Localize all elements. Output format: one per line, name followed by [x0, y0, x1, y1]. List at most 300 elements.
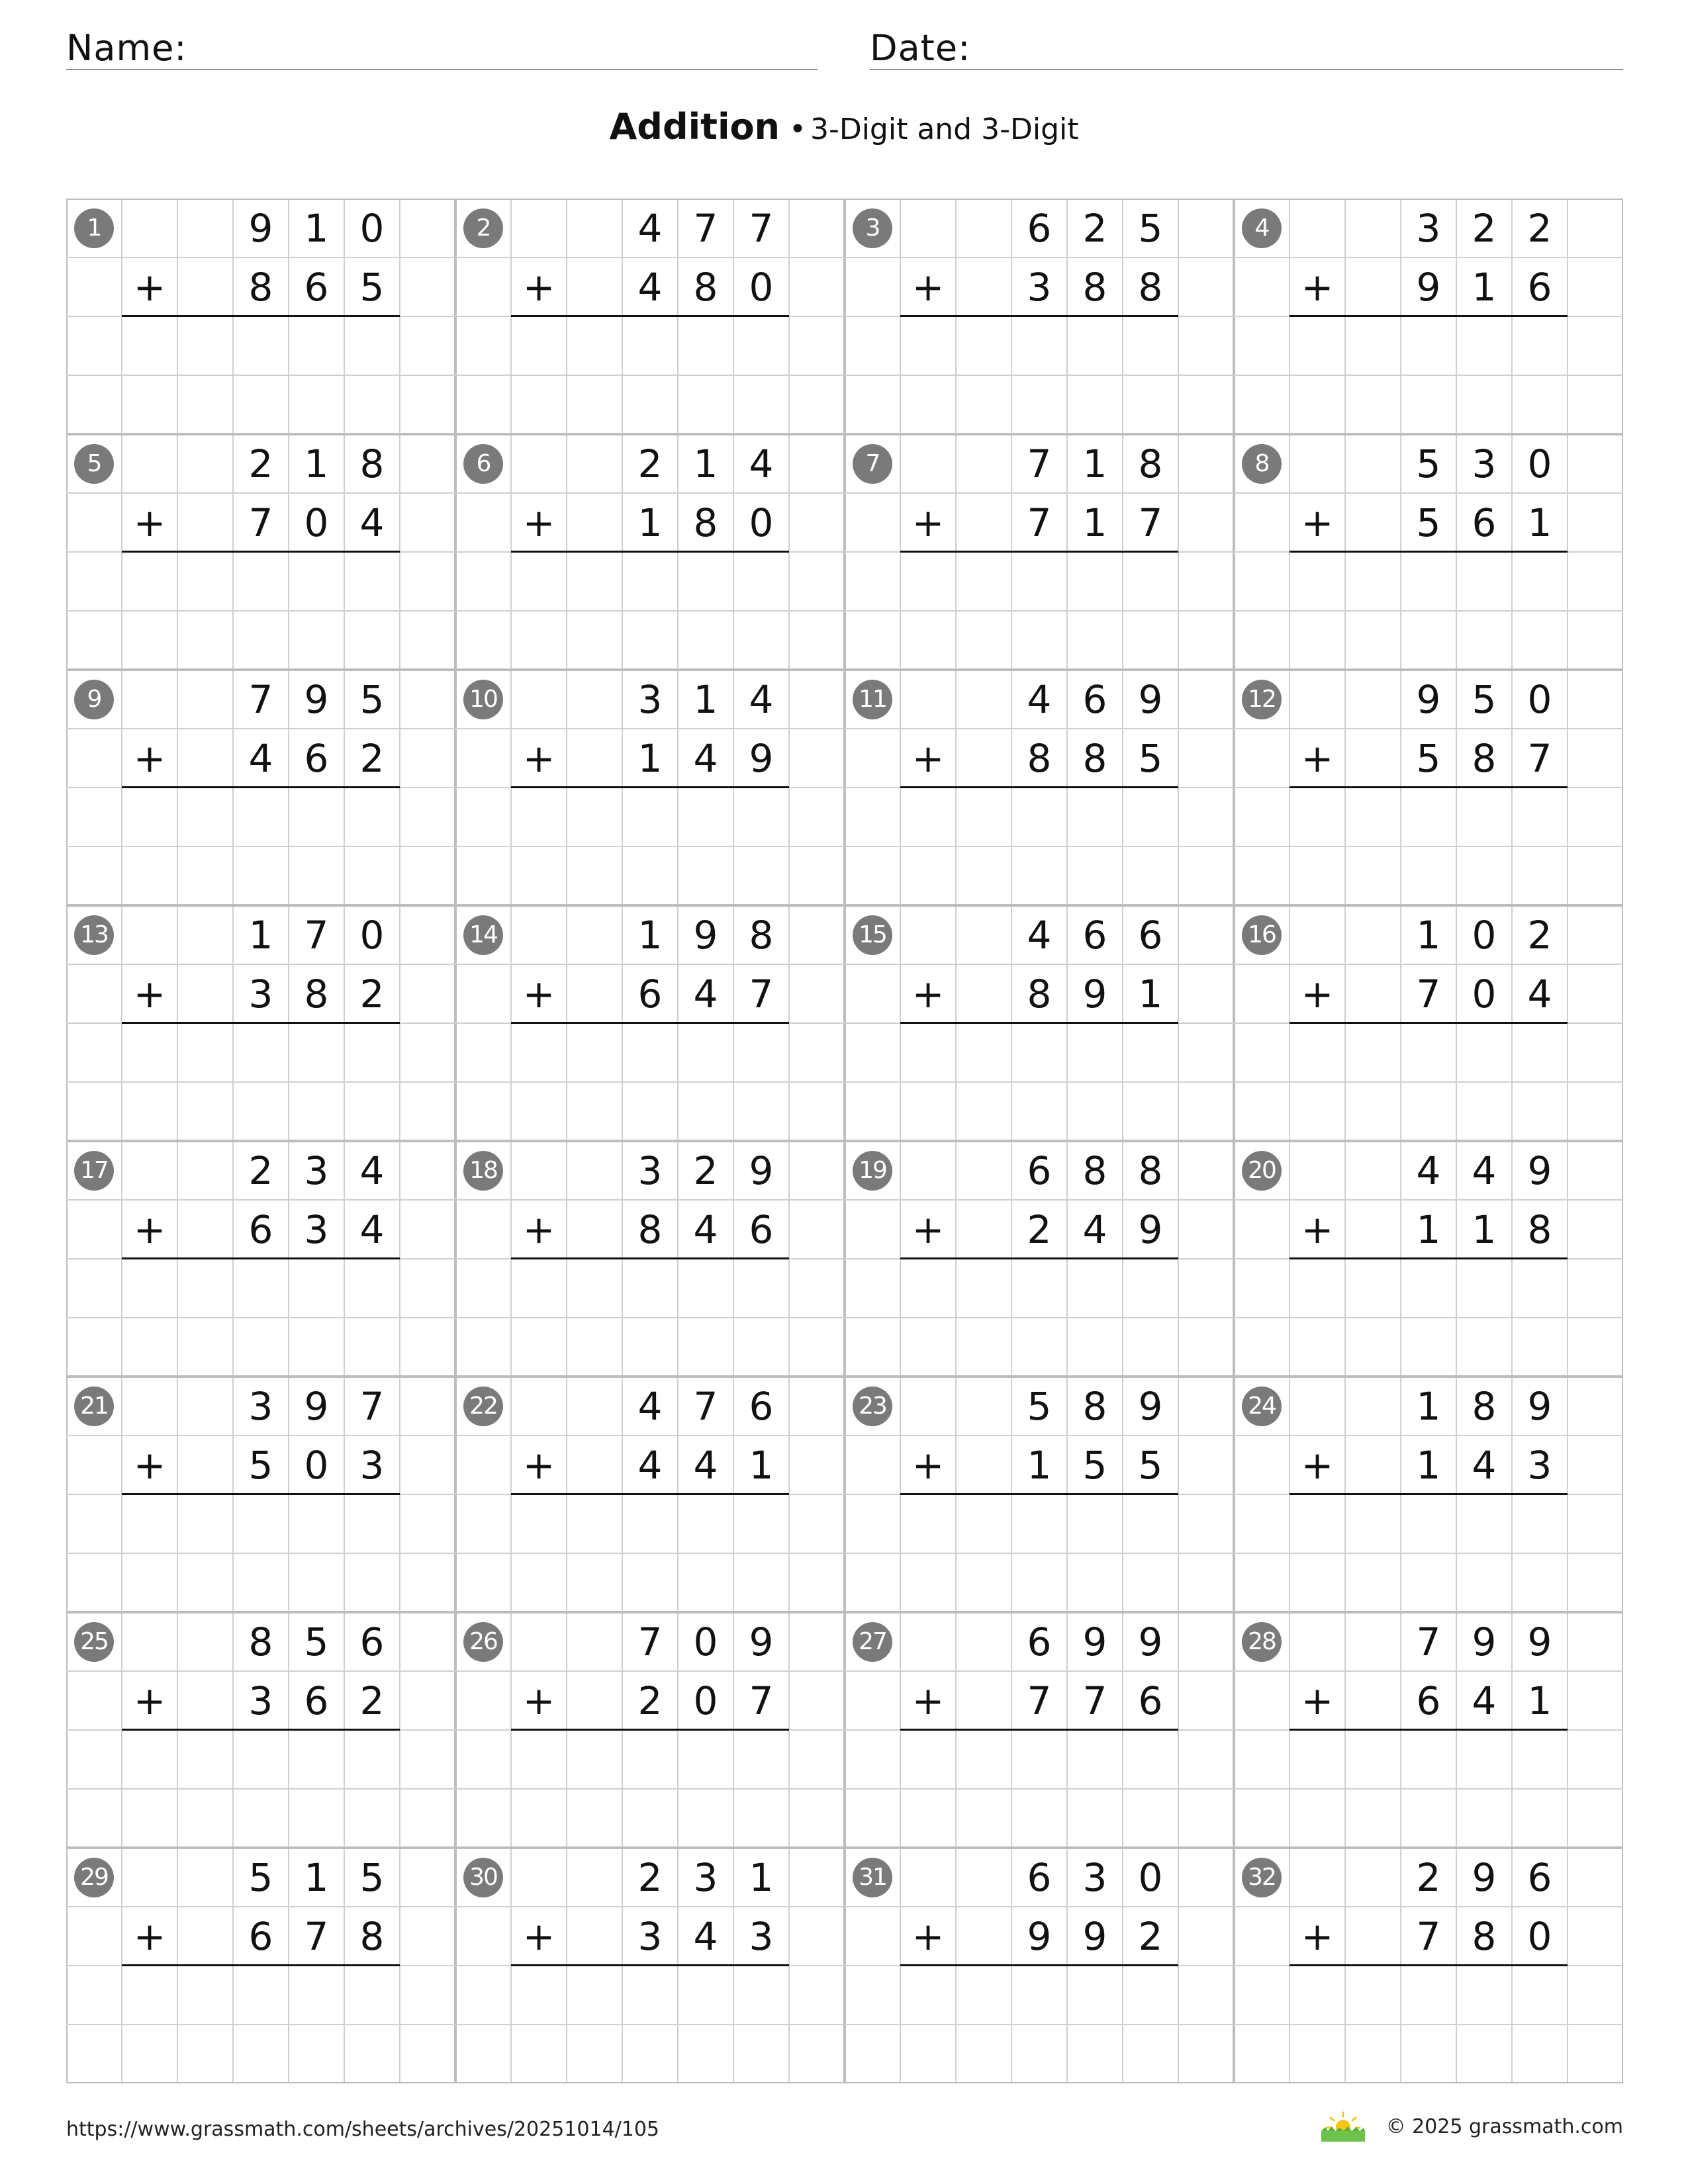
- answer-cell[interactable]: [177, 1023, 233, 1082]
- answer-cell[interactable]: [733, 1494, 789, 1553]
- answer-cell[interactable]: [1456, 1730, 1512, 1789]
- bottom-digit: 7: [749, 971, 774, 1017]
- top-digit: 1: [1082, 441, 1107, 486]
- answer-cell[interactable]: [1401, 788, 1456, 846]
- problem-number-badge: 19: [853, 1151, 892, 1191]
- bottom-digit: 1: [1138, 971, 1163, 1017]
- bottom-digit: 1: [1527, 500, 1552, 545]
- plus-sign: +: [133, 1678, 166, 1723]
- answer-cell[interactable]: [956, 1259, 1011, 1318]
- top-digit: 8: [1138, 441, 1163, 486]
- top-digit: 7: [248, 676, 273, 722]
- problem-number-badge: 22: [463, 1387, 503, 1426]
- top-digit: 3: [1472, 441, 1497, 486]
- bottom-digit: 6: [1138, 1678, 1163, 1723]
- top-digit: 0: [359, 912, 385, 958]
- answer-cell[interactable]: [1456, 1966, 1512, 2025]
- title-separator: •: [789, 113, 806, 146]
- bottom-digit: 2: [637, 1678, 663, 1723]
- top-digit: 7: [693, 205, 718, 251]
- bottom-digit: 8: [359, 1913, 385, 1959]
- bottom-digit: 5: [359, 264, 385, 310]
- bottom-digit: 3: [1527, 1442, 1552, 1488]
- answer-cell[interactable]: [956, 1966, 1011, 2025]
- answer-cell[interactable]: [956, 1730, 1011, 1789]
- bottom-digit: 7: [1416, 971, 1441, 1017]
- top-digit: 4: [749, 441, 774, 486]
- top-digit: 0: [1472, 912, 1497, 958]
- top-digit: 5: [304, 1619, 329, 1664]
- answer-cell[interactable]: [678, 788, 733, 846]
- bottom-digit: 8: [1027, 971, 1052, 1017]
- answer-cell[interactable]: [733, 788, 789, 846]
- answer-cell[interactable]: [622, 1259, 678, 1318]
- top-digit: 3: [637, 1148, 663, 1193]
- answer-cell[interactable]: [1456, 316, 1512, 375]
- top-digit: 6: [1027, 1619, 1052, 1664]
- bottom-digit: 6: [1416, 1678, 1441, 1723]
- answer-cell[interactable]: [1345, 1730, 1401, 1789]
- answer-cell[interactable]: [1512, 1730, 1568, 1789]
- answer-cell[interactable]: [678, 552, 733, 611]
- problem-number-badge: 15: [853, 915, 892, 955]
- plus-sign: +: [1301, 264, 1334, 310]
- answer-cell[interactable]: [956, 316, 1011, 375]
- plus-sign: +: [133, 735, 166, 781]
- top-digit: 2: [1416, 1854, 1441, 1900]
- answer-cell[interactable]: [678, 1730, 733, 1789]
- top-digit: 3: [1082, 1854, 1107, 1900]
- top-digit: 2: [1527, 205, 1552, 251]
- bottom-digit: 9: [749, 735, 774, 781]
- top-digit: 1: [248, 912, 273, 958]
- answer-cell[interactable]: [956, 552, 1011, 611]
- answer-cell[interactable]: [678, 1494, 733, 1553]
- answer-cell[interactable]: [344, 552, 400, 611]
- answer-cell[interactable]: [1401, 1966, 1456, 2025]
- answer-cell[interactable]: [177, 316, 233, 375]
- answer-cell[interactable]: [1512, 1966, 1568, 2025]
- answer-cell[interactable]: [733, 1023, 789, 1082]
- top-digit: 3: [693, 1854, 718, 1900]
- top-digit: 5: [1138, 205, 1163, 251]
- bottom-digit: 7: [1527, 735, 1552, 781]
- answer-cell[interactable]: [1512, 1494, 1568, 1553]
- answer-cell[interactable]: [1401, 1494, 1456, 1553]
- answer-cell[interactable]: [956, 1023, 1011, 1082]
- bottom-digit: 0: [749, 264, 774, 310]
- answer-cell[interactable]: [567, 1966, 622, 2025]
- bottom-digit: 4: [1082, 1206, 1107, 1252]
- problem-number-badge: 16: [1242, 915, 1282, 955]
- answer-cell[interactable]: [1401, 1023, 1456, 1082]
- answer-cell[interactable]: [733, 1730, 789, 1789]
- bottom-digit: 9: [1082, 971, 1107, 1017]
- answer-cell[interactable]: [678, 1023, 733, 1082]
- top-digit: 2: [1082, 205, 1107, 251]
- top-digit: 9: [1138, 1619, 1163, 1664]
- answer-cell[interactable]: [233, 316, 289, 375]
- answer-cell[interactable]: [567, 1494, 622, 1553]
- plus-sign: +: [1301, 971, 1334, 1017]
- bottom-digit: 7: [749, 1678, 774, 1723]
- top-digit: 3: [637, 676, 663, 722]
- answer-cell[interactable]: [1401, 1730, 1456, 1789]
- top-digit: 1: [304, 441, 329, 486]
- problem-number-badge: 27: [853, 1622, 892, 1662]
- answer-cell[interactable]: [622, 1966, 678, 2025]
- answer-cell[interactable]: [622, 788, 678, 846]
- answer-cell[interactable]: [233, 1259, 289, 1318]
- answer-cell[interactable]: [956, 788, 1011, 846]
- top-digit: 8: [749, 912, 774, 958]
- bottom-digit: 2: [359, 971, 385, 1017]
- answer-cell[interactable]: [1067, 1730, 1123, 1789]
- bottom-digit: 1: [1416, 1442, 1441, 1488]
- plus-sign: +: [133, 1206, 166, 1252]
- bottom-digit: 0: [1472, 971, 1497, 1017]
- answer-cell[interactable]: [567, 788, 622, 846]
- bottom-digit: 3: [359, 1442, 385, 1488]
- answer-cell[interactable]: [344, 788, 400, 846]
- bottom-digit: 3: [248, 971, 273, 1017]
- answer-cell[interactable]: [567, 1730, 622, 1789]
- footer-copyright: © 2025 grassmath.com: [1385, 2115, 1623, 2138]
- top-digit: 0: [693, 1619, 718, 1664]
- answer-cell[interactable]: [344, 1494, 400, 1553]
- name-field[interactable]: [66, 25, 818, 70]
- problem-number-badge: 24: [1242, 1387, 1282, 1426]
- answer-cell[interactable]: [567, 316, 622, 375]
- bottom-digit: 7: [1082, 1678, 1107, 1723]
- answer-cell[interactable]: [1401, 316, 1456, 375]
- worksheet-subtitle: 3-Digit and 3-Digit: [810, 113, 1079, 146]
- bottom-digit: 0: [693, 1678, 718, 1723]
- answer-cell[interactable]: [567, 1259, 622, 1318]
- answer-cell[interactable]: [289, 1966, 344, 2025]
- top-digit: 9: [1527, 1383, 1552, 1429]
- answer-cell[interactable]: [1011, 316, 1067, 375]
- answer-cell[interactable]: [289, 788, 344, 846]
- bottom-digit: 4: [248, 735, 273, 781]
- plus-sign: +: [912, 500, 945, 545]
- bottom-digit: 4: [359, 500, 385, 545]
- answer-cell[interactable]: [1456, 1494, 1512, 1553]
- plus-sign: +: [522, 500, 555, 545]
- top-digit: 7: [693, 1383, 718, 1429]
- top-digit: 4: [1472, 1148, 1497, 1193]
- plus-sign: +: [522, 1678, 555, 1723]
- top-digit: 3: [1416, 205, 1441, 251]
- top-digit: 2: [248, 441, 273, 486]
- top-digit: 5: [1027, 1383, 1052, 1429]
- answer-cell[interactable]: [733, 1259, 789, 1318]
- bottom-digit: 3: [749, 1913, 774, 1959]
- answer-cell[interactable]: [1011, 1730, 1067, 1789]
- top-digit: 2: [1527, 912, 1552, 958]
- answer-cell[interactable]: [1456, 788, 1512, 846]
- answer-cell[interactable]: [1401, 1259, 1456, 1318]
- problem-number-badge: 31: [853, 1858, 892, 1897]
- bottom-digit: 4: [1472, 1442, 1497, 1488]
- bottom-digit: 2: [1027, 1206, 1052, 1252]
- plus-sign: +: [522, 264, 555, 310]
- answer-cell[interactable]: [733, 552, 789, 611]
- answer-cell[interactable]: [177, 1966, 233, 2025]
- top-digit: 7: [1416, 1619, 1441, 1664]
- answer-cell[interactable]: [622, 552, 678, 611]
- top-digit: 4: [637, 205, 663, 251]
- bottom-digit: 7: [1027, 1678, 1052, 1723]
- answer-cell[interactable]: [344, 1730, 400, 1789]
- top-digit: 1: [749, 1854, 774, 1900]
- bottom-digit: 2: [359, 735, 385, 781]
- top-digit: 1: [1416, 912, 1441, 958]
- answer-cell[interactable]: [678, 1259, 733, 1318]
- answer-cell[interactable]: [678, 1966, 733, 2025]
- bottom-digit: 6: [304, 735, 329, 781]
- title-block: [0, 106, 1688, 148]
- answer-cell[interactable]: [1512, 788, 1568, 846]
- answer-cell[interactable]: [289, 1730, 344, 1789]
- bottom-digit: 1: [1027, 1442, 1052, 1488]
- answer-cell[interactable]: [1011, 1259, 1067, 1318]
- answer-cell[interactable]: [344, 1259, 400, 1318]
- plus-sign: +: [133, 264, 166, 310]
- plus-sign: +: [522, 971, 555, 1017]
- answer-cell[interactable]: [233, 552, 289, 611]
- problem-number-badge: 26: [463, 1622, 503, 1662]
- top-digit: 2: [637, 441, 663, 486]
- bottom-digit: 4: [693, 735, 718, 781]
- top-digit: 4: [749, 676, 774, 722]
- answer-cell[interactable]: [1345, 1494, 1401, 1553]
- answer-cell[interactable]: [233, 788, 289, 846]
- top-digit: 9: [749, 1619, 774, 1664]
- answer-cell[interactable]: [1067, 1966, 1123, 2025]
- problem-number-badge: 30: [463, 1858, 503, 1897]
- bottom-digit: 4: [693, 1442, 718, 1488]
- bottom-digit: 8: [1082, 735, 1107, 781]
- bottom-digit: 8: [1138, 264, 1163, 310]
- answer-cell[interactable]: [733, 1966, 789, 2025]
- top-digit: 2: [637, 1854, 663, 1900]
- answer-cell[interactable]: [622, 316, 678, 375]
- top-digit: 9: [693, 912, 718, 958]
- bottom-digit: 0: [304, 500, 329, 545]
- problem-number-badge: 32: [1242, 1858, 1282, 1897]
- answer-cell[interactable]: [177, 552, 233, 611]
- top-digit: 1: [693, 441, 718, 486]
- answer-cell[interactable]: [177, 1259, 233, 1318]
- bottom-digit: 8: [304, 971, 329, 1017]
- answer-cell[interactable]: [1067, 552, 1123, 611]
- top-digit: 1: [304, 1854, 329, 1900]
- answer-cell[interactable]: [344, 1023, 400, 1082]
- bottom-digit: 5: [1416, 735, 1441, 781]
- answer-cell[interactable]: [1123, 1730, 1178, 1789]
- answer-cell[interactable]: [733, 316, 789, 375]
- bottom-digit: 0: [749, 500, 774, 545]
- answer-cell[interactable]: [1456, 552, 1512, 611]
- answer-cell[interactable]: [1345, 552, 1401, 611]
- answer-cell[interactable]: [344, 316, 400, 375]
- problem-number-badge: 14: [463, 915, 503, 955]
- problem-number-badge: 29: [74, 1858, 114, 1897]
- top-digit: 6: [1027, 1148, 1052, 1193]
- bottom-digit: 6: [248, 1206, 273, 1252]
- answer-cell[interactable]: [177, 1730, 233, 1789]
- plus-sign: +: [133, 500, 166, 545]
- problem-number-badge: 5: [74, 444, 114, 484]
- answer-cell[interactable]: [1123, 1023, 1178, 1082]
- answer-cell[interactable]: [622, 1730, 678, 1789]
- answer-cell[interactable]: [289, 552, 344, 611]
- top-digit: 3: [248, 1383, 273, 1429]
- answer-cell[interactable]: [1067, 1494, 1123, 1553]
- answer-cell[interactable]: [956, 1494, 1011, 1553]
- plus-sign: +: [912, 735, 945, 781]
- top-digit: 6: [749, 1383, 774, 1429]
- bottom-digit: 6: [637, 971, 663, 1017]
- answer-cell[interactable]: [1123, 316, 1178, 375]
- answer-cell[interactable]: [1123, 1259, 1178, 1318]
- bottom-digit: 8: [1472, 1913, 1497, 1959]
- answer-cell[interactable]: [1123, 1494, 1178, 1553]
- answer-cell[interactable]: [233, 1730, 289, 1789]
- answer-cell[interactable]: [1011, 552, 1067, 611]
- plus-sign: +: [1301, 500, 1334, 545]
- top-digit: 4: [637, 1383, 663, 1429]
- top-digit: 3: [304, 1148, 329, 1193]
- top-digit: 4: [1027, 676, 1052, 722]
- answer-cell[interactable]: [1345, 1023, 1401, 1082]
- answer-cell[interactable]: [1345, 788, 1401, 846]
- plus-sign: +: [1301, 1913, 1334, 1959]
- answer-cell[interactable]: [1401, 552, 1456, 611]
- name-label: Name:: [66, 27, 187, 69]
- top-digit: 6: [1027, 1854, 1052, 1900]
- top-digit: 8: [1138, 1148, 1163, 1193]
- problem-grid: [66, 199, 1623, 2083]
- answer-cell[interactable]: [567, 1023, 622, 1082]
- bottom-digit: 2: [359, 1678, 385, 1723]
- answer-cell[interactable]: [1067, 1259, 1123, 1318]
- bottom-digit: 1: [1416, 1206, 1441, 1252]
- top-digit: 7: [637, 1619, 663, 1664]
- answer-cell[interactable]: [1512, 1259, 1568, 1318]
- problem-number-badge: 20: [1242, 1151, 1282, 1191]
- bottom-digit: 4: [693, 1913, 718, 1959]
- bottom-digit: 8: [693, 500, 718, 545]
- answer-cell[interactable]: [1512, 1023, 1568, 1082]
- answer-cell[interactable]: [1456, 1259, 1512, 1318]
- answer-cell[interactable]: [289, 316, 344, 375]
- bottom-digit: 5: [1082, 1442, 1107, 1488]
- bottom-digit: 4: [637, 1442, 663, 1488]
- answer-cell[interactable]: [1123, 552, 1178, 611]
- date-label: Date:: [870, 27, 971, 69]
- answer-cell[interactable]: [678, 316, 733, 375]
- top-digit: 9: [749, 1148, 774, 1193]
- top-digit: 9: [1472, 1854, 1497, 1900]
- top-digit: 6: [1138, 912, 1163, 958]
- answer-cell[interactable]: [1345, 1259, 1401, 1318]
- plus-sign: +: [522, 1913, 555, 1959]
- answer-cell[interactable]: [1067, 1023, 1123, 1082]
- answer-cell[interactable]: [289, 1259, 344, 1318]
- answer-cell[interactable]: [1123, 788, 1178, 846]
- problem-number-badge: 3: [853, 208, 892, 248]
- bottom-digit: 2: [1138, 1913, 1163, 1959]
- problem-number-badge: 23: [853, 1387, 892, 1426]
- answer-cell[interactable]: [289, 1494, 344, 1553]
- problem-number-badge: 7: [853, 444, 892, 484]
- answer-cell[interactable]: [344, 1966, 400, 2025]
- answer-cell[interactable]: [233, 1023, 289, 1082]
- answer-cell[interactable]: [1011, 788, 1067, 846]
- answer-cell[interactable]: [1011, 1023, 1067, 1082]
- answer-cell[interactable]: [567, 552, 622, 611]
- plus-sign: +: [912, 264, 945, 310]
- bottom-digit: 7: [1416, 1913, 1441, 1959]
- answer-cell[interactable]: [1067, 788, 1123, 846]
- answer-cell[interactable]: [233, 1966, 289, 2025]
- answer-cell[interactable]: [177, 1494, 233, 1553]
- bottom-digit: 9: [1416, 264, 1441, 310]
- top-digit: 4: [1027, 912, 1052, 958]
- answer-cell[interactable]: [1067, 316, 1123, 375]
- answer-cell[interactable]: [622, 1023, 678, 1082]
- answer-cell[interactable]: [1512, 316, 1568, 375]
- answer-cell[interactable]: [177, 788, 233, 846]
- answer-cell[interactable]: [622, 1494, 678, 1553]
- top-digit: 9: [1472, 1619, 1497, 1664]
- top-digit: 8: [1082, 1383, 1107, 1429]
- answer-cell[interactable]: [1011, 1966, 1067, 2025]
- answer-cell[interactable]: [1345, 1966, 1401, 2025]
- top-digit: 5: [359, 1854, 385, 1900]
- answer-cell[interactable]: [233, 1494, 289, 1553]
- answer-cell[interactable]: [1123, 1966, 1178, 2025]
- plus-sign: +: [133, 1442, 166, 1488]
- answer-cell[interactable]: [289, 1023, 344, 1082]
- top-digit: 0: [1138, 1854, 1163, 1900]
- bottom-digit: 7: [1138, 500, 1163, 545]
- bottom-digit: 6: [749, 1206, 774, 1252]
- top-digit: 9: [1082, 1619, 1107, 1664]
- answer-cell[interactable]: [1345, 316, 1401, 375]
- top-digit: 9: [1527, 1619, 1552, 1664]
- answer-cell[interactable]: [1011, 1494, 1067, 1553]
- top-digit: 0: [359, 205, 385, 251]
- bottom-digit: 7: [248, 500, 273, 545]
- plus-sign: +: [912, 1206, 945, 1252]
- top-digit: 6: [1082, 676, 1107, 722]
- date-field[interactable]: [870, 25, 1623, 70]
- top-digit: 7: [359, 1383, 385, 1429]
- answer-cell[interactable]: [1456, 1023, 1512, 1082]
- bottom-digit: 8: [693, 264, 718, 310]
- bottom-digit: 8: [1027, 735, 1052, 781]
- worksheet-title: Addition: [609, 106, 780, 148]
- top-digit: 9: [1416, 676, 1441, 722]
- answer-cell[interactable]: [1512, 552, 1568, 611]
- bottom-digit: 3: [248, 1678, 273, 1723]
- bottom-digit: 5: [1138, 1442, 1163, 1488]
- top-digit: 2: [248, 1148, 273, 1193]
- top-digit: 5: [1416, 441, 1441, 486]
